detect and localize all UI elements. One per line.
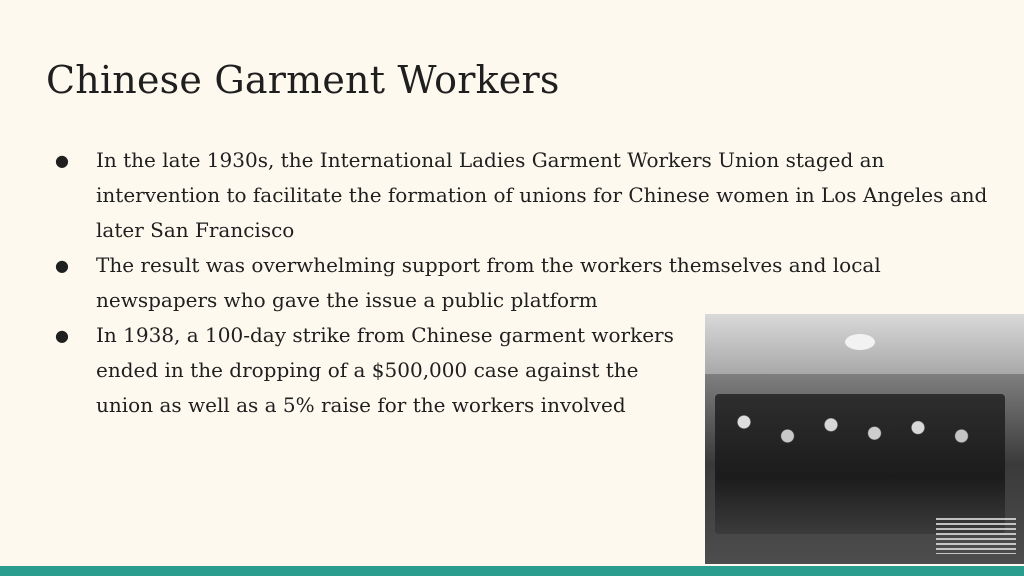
bullet-text: In 1938, a 100-day strike from Chinese garment workers ended in the dropping of a $500,000 case against the union as well as a 5% raise for the workers involved	[96, 323, 674, 417]
photo-caption-plate	[936, 518, 1016, 554]
photo-group-of-workers	[715, 394, 1005, 534]
historical-group-photo	[705, 314, 1024, 564]
bullet-text: The result was overwhelming support from the workers themselves and local newspapers who gave the issue a public platform	[96, 253, 881, 312]
bullet-text: In the late 1930s, the International Ladies Garment Workers Union staged an intervention to facilitate the formation of unions for Chinese women in Los Angeles and later San Francisco	[96, 148, 988, 242]
bullet-marker: ●	[55, 326, 69, 345]
bullet-item	[55, 248, 996, 318]
bullet-marker: ●	[55, 256, 69, 275]
bullet-item	[55, 143, 996, 248]
bullet-marker: ●	[55, 151, 69, 170]
accent-bar	[0, 566, 1024, 576]
photo-lamp	[845, 334, 875, 350]
slide-title: Chinese Garment Workers	[46, 58, 560, 102]
bullet-item	[55, 318, 696, 423]
